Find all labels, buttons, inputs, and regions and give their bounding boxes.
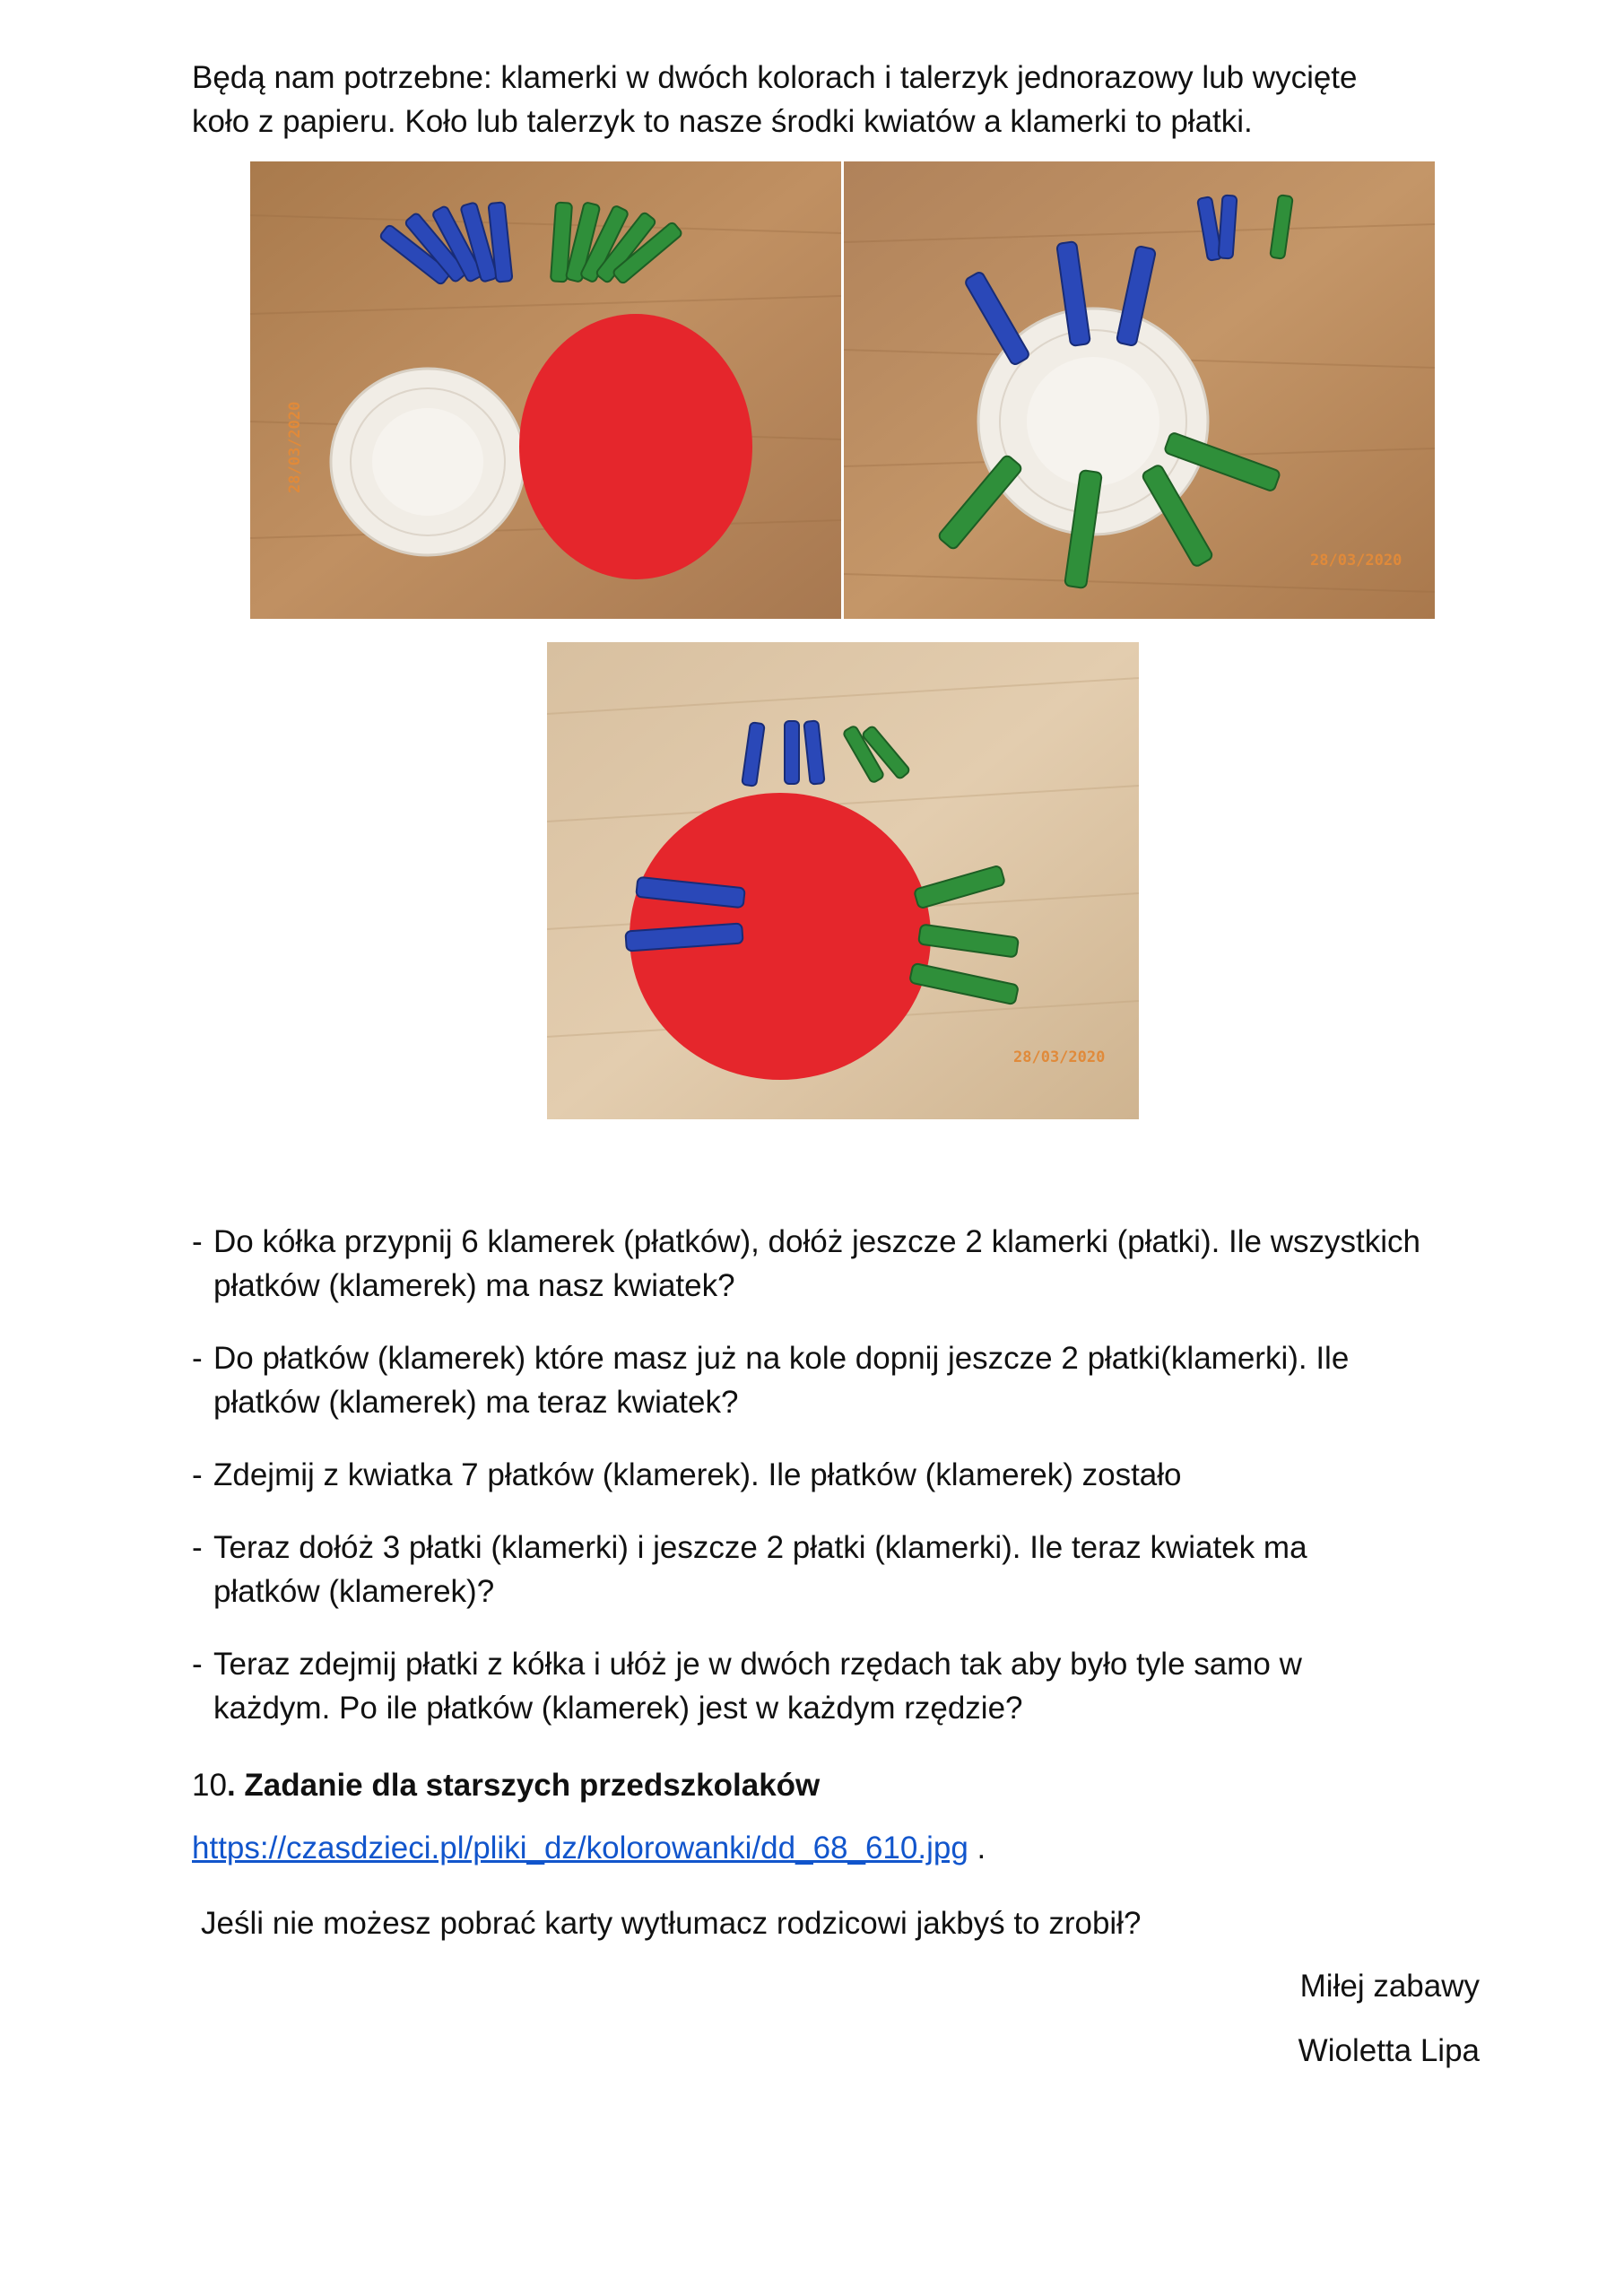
list-item [192, 1453, 1501, 1497]
task-list [192, 1220, 1501, 1759]
intro-line: koło z papieru. Koło lub talerzyk to nasze środki kwiatów a klamerki to płatki. [192, 104, 1253, 139]
photo-plate-with-pegs [844, 161, 1435, 619]
task-line: płatków (klamerek)? [213, 1574, 495, 1609]
list-dash: - [192, 1530, 203, 1565]
list-item [192, 1642, 1501, 1730]
task-line: płatków (klamerek) ma teraz kwiatek? [213, 1385, 739, 1420]
list-dash: - [192, 1647, 203, 1682]
task-line: Zdejmij z kwiatka 7 płatków (klamerek). Ile płatków (klamerek) zostało [213, 1457, 1182, 1492]
list-item [192, 1336, 1501, 1424]
task-line: Teraz dołóż 3 płatki (klamerki) i jeszcze 2 płatki (klamerki). Ile teraz kwiatek ma [213, 1530, 1307, 1565]
photo-date-stamp: 28/03/2020 [1310, 552, 1403, 570]
fallback-question: Jeśli nie możesz pobrać karty wytłumacz rodzicowi jakbyś to zrobił? [201, 1906, 1142, 1941]
intro-paragraph [192, 56, 1519, 144]
task-line: Do płatków (klamerek) które masz już na kole dopnij jeszcze 2 płatki(klamerki). Ile [213, 1341, 1350, 1376]
photo-date-stamp: 28/03/2020 [286, 401, 304, 493]
photo-date-stamp: 28/03/2020 [1013, 1048, 1106, 1066]
task-line: Do kółka przypnij 6 klamerek (płatków), dołóż jeszcze 2 klamerki (płatki). Ile wszystkich [213, 1224, 1420, 1259]
section-title: . Zadanie dla starszych przedszkolaków [226, 1768, 821, 1803]
list-dash: - [192, 1341, 203, 1376]
link-trailing-text: . [968, 1831, 986, 1866]
signoff-greeting: Miłej zabawy [1299, 1969, 1480, 2004]
photo-plate-and-circle [250, 161, 841, 619]
coloring-page-link[interactable]: https://czasdzieci.pl/pliki_dz/kolorowanki/dd_68_610.jpg [192, 1831, 968, 1866]
task-line: każdym. Po ile płatków (klamerek) jest w każdym rzędzie? [213, 1691, 1023, 1726]
list-item [192, 1220, 1501, 1308]
list-item [192, 1526, 1501, 1613]
intro-line: Będą nam potrzebne: klamerki w dwóch kolorach i talerzyk jednorazowy lub wycięte [192, 60, 1358, 95]
signoff-author: Wioletta Lipa [1298, 2033, 1480, 2068]
section-heading [192, 1763, 820, 1807]
photo-circle-with-pegs [547, 642, 1139, 1119]
section-number: 10 [192, 1768, 227, 1803]
task-line: Teraz zdejmij płatki z kółka i ułóż je w dwóch rzędach tak aby było tyle samo w [213, 1647, 1302, 1682]
list-dash: - [192, 1457, 203, 1492]
link-line [192, 1826, 986, 1870]
task-line: płatków (klamerek) ma nasz kwiatek? [213, 1268, 735, 1303]
list-dash: - [192, 1224, 203, 1259]
